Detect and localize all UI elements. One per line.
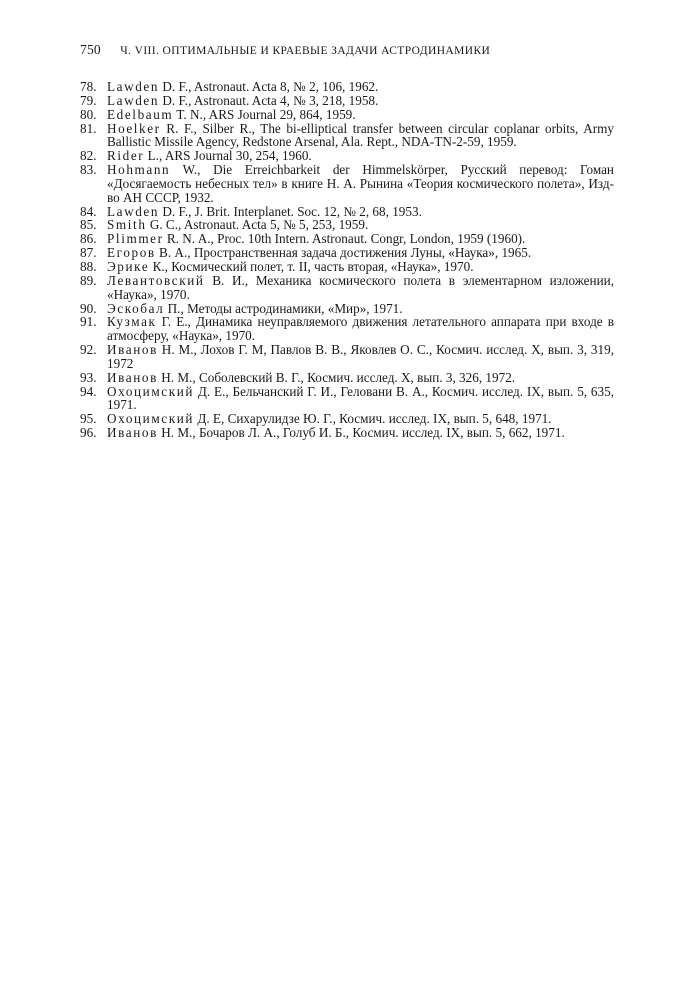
reference-entry [80,385,614,413]
reference-text: К., Космический полет, т. II, часть вторая, «Наука», 1970. [149,258,474,274]
reference-text: W., Die Erreichbarkeit der Himmelskörper, Русский перевод: Гоман «Досягаемость небесных тел» в книге Н. А. Рынина «Теория космического полета», Изд-во АН СССР, 1932. [107,162,614,205]
reference-entry [80,94,614,108]
reference-author: Охоцимский [107,383,195,399]
reference-number: 92. [80,342,97,358]
reference-entry [80,108,614,122]
reference-number: 96. [80,425,97,441]
reference-number: 81. [80,120,97,136]
reference-entry [80,274,614,302]
reference-text: Д. Е, Сихарулидзе Ю. Г., Космич. исслед. IX, вып. 5, 648, 1971. [194,411,552,427]
reference-number: 90. [80,300,97,316]
reference-text: D. F., J. Brit. Interplanet. Soc. 12, № 2, 68, 1953. [159,203,422,219]
reference-author: Lawden [107,92,160,108]
reference-author: Smith [107,217,147,233]
reference-text: П., Методы астродинамики, «Мир», 1971. [164,300,403,316]
reference-text: L., ARS Journal 30, 254, 1960. [144,148,312,164]
reference-entry [80,149,614,163]
reference-author: Охоцимский [107,411,195,427]
reference-author: Иванов [107,342,158,358]
reference-text: В. А., Пространственная задача достижения Луны, «Наука», 1965. [155,245,532,261]
reference-text: D. F., Astronaut. Acta 4, № 3, 218, 1958. [159,92,379,108]
reference-entry [80,163,614,205]
reference-entry [80,232,614,246]
reference-entry [80,260,614,274]
reference-text: Н. М., Лохов Г. М, Павлов В. В., Яковлев О. С., Космич. исслед. X, вып. 3, 319, 1972 [107,342,614,371]
chapter-header-title: Ч. VIII. ОПТИМАЛЬНЫЕ И КРАЕВЫЕ ЗАДАЧИ АСТРОДИНАМИКИ [120,45,491,57]
reference-author: Rider [107,148,145,164]
reference-author: Левантовский [107,272,205,288]
reference-entry [80,122,614,150]
reference-number: 82. [80,148,97,164]
reference-entry [80,302,614,316]
reference-number: 89. [80,272,97,288]
reference-entry [80,80,614,94]
reference-text: Н. М., Соболевский В. Г., Космич. исслед. X, вып. 3, 326, 1972. [157,369,516,385]
reference-author: Иванов [107,425,158,441]
reference-list [80,80,614,440]
reference-number: 88. [80,258,97,274]
reference-number: 85. [80,217,97,233]
reference-author: Иванов [107,369,158,385]
reference-entry [80,246,614,260]
reference-author: Lawden [107,79,160,94]
reference-author: Edelbaum [107,106,174,122]
reference-number: 84. [80,203,97,219]
reference-author: Hoelker [107,120,161,136]
reference-author: Hohmann [107,162,171,178]
reference-author: Эрике [107,258,150,274]
reference-entry [80,205,614,219]
reference-text: Д. Е., Бельчанский Г. И., Геловани В. А., Космич. исслед. IX, вып. 5, 635, 1971. [107,383,614,413]
reference-number: 79. [80,92,97,108]
reference-entry [80,218,614,232]
reference-number: 86. [80,231,97,247]
reference-text: В. И., Механика космического полета в элементарном изложении, «Наука», 1970. [107,272,614,302]
reference-number: 91. [80,314,97,330]
reference-number: 78. [80,79,97,94]
reference-entry [80,371,614,385]
reference-number: 80. [80,106,97,122]
reference-text: G. C., Astronaut. Acta 5, № 5, 253, 1959. [146,217,369,233]
reference-text: D. F., Astronaut. Acta 8, № 2, 106, 1962. [159,79,379,94]
reference-text: Н. М., Бочаров Л. А., Голуб И. Б., Космич. исслед. IX, вып. 5, 662, 1971. [157,425,565,441]
reference-number: 83. [80,162,97,178]
reference-author: Plimmer [107,231,164,247]
reference-entry [80,412,614,426]
reference-text: R. N. A., Proc. 10th Intern. Astronaut. Congr, London, 1959 (1960). [163,231,526,247]
reference-author: Кузмак [107,314,157,330]
reference-text: T. N., ARS Journal 29, 864, 1959. [173,106,356,122]
page-number: 750 [80,42,101,57]
reference-text: R. F., Silber R., The bi-elliptical transfer between circular coplanar orbits, Army Ballistic Missile Agency, Redstone Arsenal, Ala. Rept., NDA-TN-2-59, 1959. [107,120,614,150]
reference-number: 94. [80,383,97,399]
reference-entry [80,343,614,371]
reference-number: 87. [80,245,97,261]
reference-author: Эскобал [107,300,165,316]
reference-number: 95. [80,411,97,427]
reference-author: Lawden [107,203,160,219]
reference-text: Г. Е., Динамика неуправляемого движения летательного аппарата при входе в атмосферу, «Наука», 1970. [107,314,614,344]
running-head [80,42,620,58]
reference-author: Егоров [107,245,156,261]
reference-entry [80,426,614,440]
reference-number: 93. [80,369,97,385]
reference-entry [80,315,614,343]
